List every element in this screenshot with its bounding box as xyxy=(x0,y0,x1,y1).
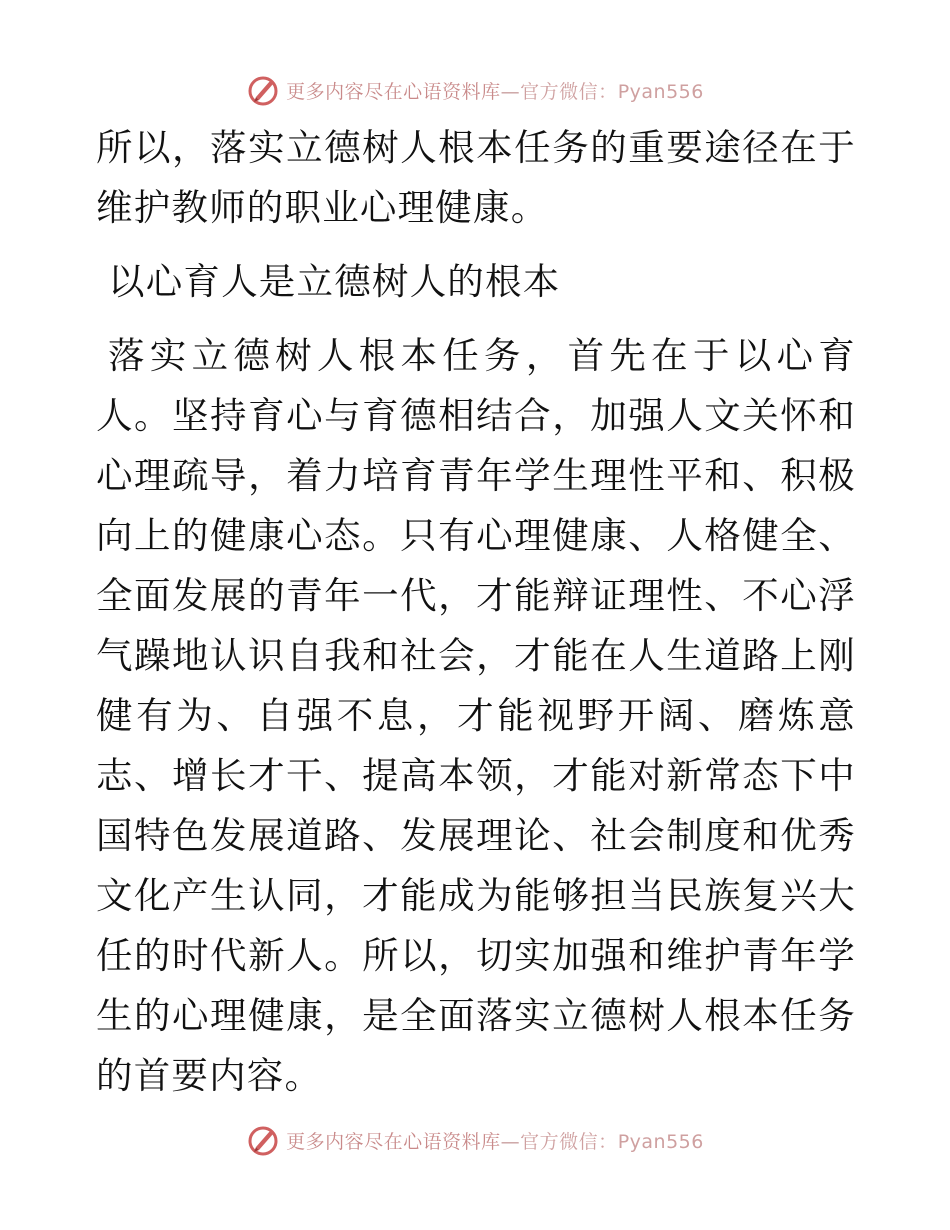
banner-site-text: 更多内容尽在心语资料库 xyxy=(286,1130,501,1153)
banner-wechat-label: 官方微信： xyxy=(520,1130,618,1153)
banner-wechat-label: 官方微信： xyxy=(520,80,618,103)
banner-wechat-id: Pyan556 xyxy=(617,1130,704,1153)
footer-banner xyxy=(0,1120,950,1160)
paragraph-intro: 所以，落实立德树人根本任务的重要途径在于维护教师的职业心理健康。 xyxy=(96,126,856,229)
paragraph-body: 落实立德树人根本任务，首先在于以心育人。坚持育心与育德相结合，加强人文关怀和心理疏导，着力培育青年学生理性平和、积极向上的健康心态。只有心理健康、人格健全、全面发展的青年一代，才能辩证理性、不心浮气躁地认识自我和社会，才能在人生道路上刚健有为、自强不息，才能视野开阔、磨炼意志、增长才干、提高本领，才能对新常态下中国特色发展道路、发展理论、社会制度和优秀文化产生认同，才能成为能够担当民族复兴大任的时代新人。所以，切实加强和维护青年学生的心理健康，是全面落实立德树人根本任务的首要内容。 xyxy=(96,334,856,1097)
document-body xyxy=(96,118,856,1106)
section-heading: 以心育人是立德树人的根本 xyxy=(108,260,561,303)
banner-site-text: 更多内容尽在心语资料库 xyxy=(286,80,501,103)
banner-dash: — xyxy=(500,1130,521,1153)
pen-logo-icon xyxy=(246,1123,280,1157)
banner-dash: — xyxy=(500,80,521,103)
pen-logo-icon xyxy=(246,73,280,107)
header-banner xyxy=(0,70,950,110)
banner-text xyxy=(286,1127,704,1154)
banner-wechat-id: Pyan556 xyxy=(617,80,704,103)
banner-text xyxy=(286,77,704,104)
